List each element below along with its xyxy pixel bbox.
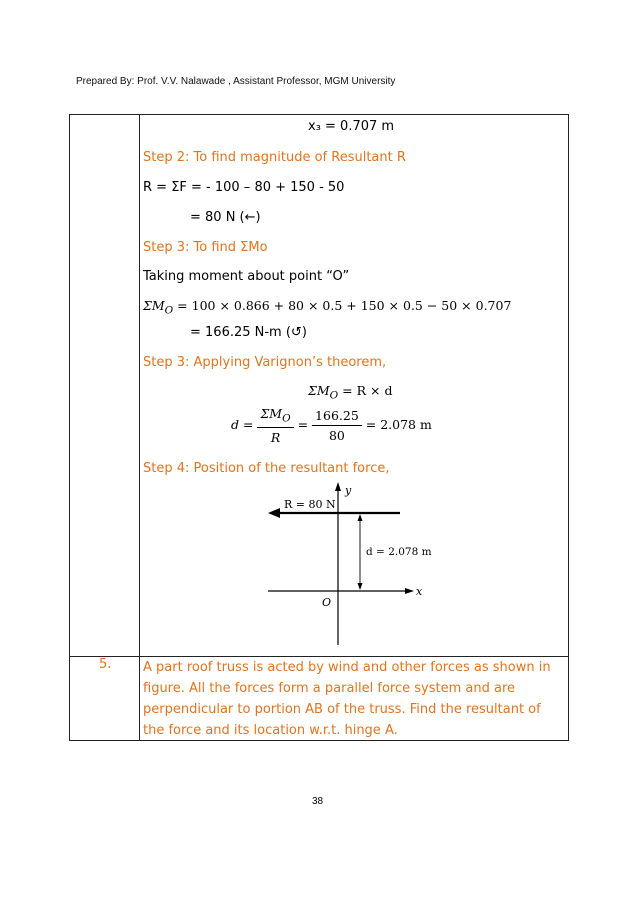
step3-text: Taking moment about point “O” xyxy=(143,269,350,284)
moment-equation-rhs: = 100 × 0.866 + 80 × 0.5 + 150 × 0.5 − 50 × 0.707 xyxy=(177,298,512,313)
question-number: 5. xyxy=(99,657,112,672)
d-dimension-arrow-bottom xyxy=(358,583,363,590)
y-axis-label: y xyxy=(345,484,352,497)
step4-title: Step 4: Position of the resultant force, xyxy=(143,461,390,476)
resultant-force-arrowhead xyxy=(268,508,280,518)
d-denominator: 80 xyxy=(328,427,345,443)
force-label: R = 80 N xyxy=(284,498,336,511)
step2-title: Step 2: To find magnitude of Resultant R xyxy=(143,150,406,165)
d-dimension-arrow-top xyxy=(358,514,363,521)
step3-title: Step 3: To find ΣMo xyxy=(143,240,268,255)
y-axis-arrowhead xyxy=(335,482,341,491)
step2-equation: R = ΣF = - 100 – 80 + 150 - 50 xyxy=(143,180,345,195)
resultant-position-figure xyxy=(262,478,442,648)
x3-result: x₃ = 0.707 m xyxy=(308,119,395,134)
x-axis-arrowhead xyxy=(405,588,414,594)
d-equation: d = $\frac{\Sigma M_O}{R}$ = $\frac{166.25}{80}$ = 2.078 m xyxy=(231,406,432,445)
varignon-equation: $\Sigma M_O = R \times d$ xyxy=(308,383,393,402)
fraction-numeric xyxy=(312,408,362,443)
step3-result: = 166.25 N-m (↺) xyxy=(190,325,307,340)
column-divider xyxy=(139,115,140,740)
step2-result: = 80 N (←) xyxy=(190,210,261,225)
d-label: d = 2.078 m xyxy=(366,546,432,558)
d-result: = 2.078 m xyxy=(365,416,432,432)
fraction-sum-mo-over-r: $\frac{\Sigma M_O}{R}$ xyxy=(257,406,293,445)
question-text: A part roof truss is acted by wind and other forces as shown in figure. All the forces form a parallel force system and are perpendicular to portion AB of the truss. Find the resultant of the force and its location w.r.t. hinge A. xyxy=(143,660,551,738)
d-numerator: 166.25 xyxy=(312,408,362,426)
page-header: Prepared By: Prof. V.V. Nalawade , Assistant Professor, MGM University xyxy=(76,76,396,87)
moment-equation: $\Sigma M_O = 100 \times 0.866 + 80 \times 0.5 + 150 \times 0.5 - 50 \times 0.707$ xyxy=(143,298,512,317)
origin-label: O xyxy=(322,596,332,609)
x-axis-label: x xyxy=(416,585,423,598)
page-number: 38 xyxy=(312,796,324,807)
varignon-rhs: = R × d xyxy=(342,383,393,398)
varignon-title: Step 3: Applying Varignon’s theorem, xyxy=(143,355,387,370)
